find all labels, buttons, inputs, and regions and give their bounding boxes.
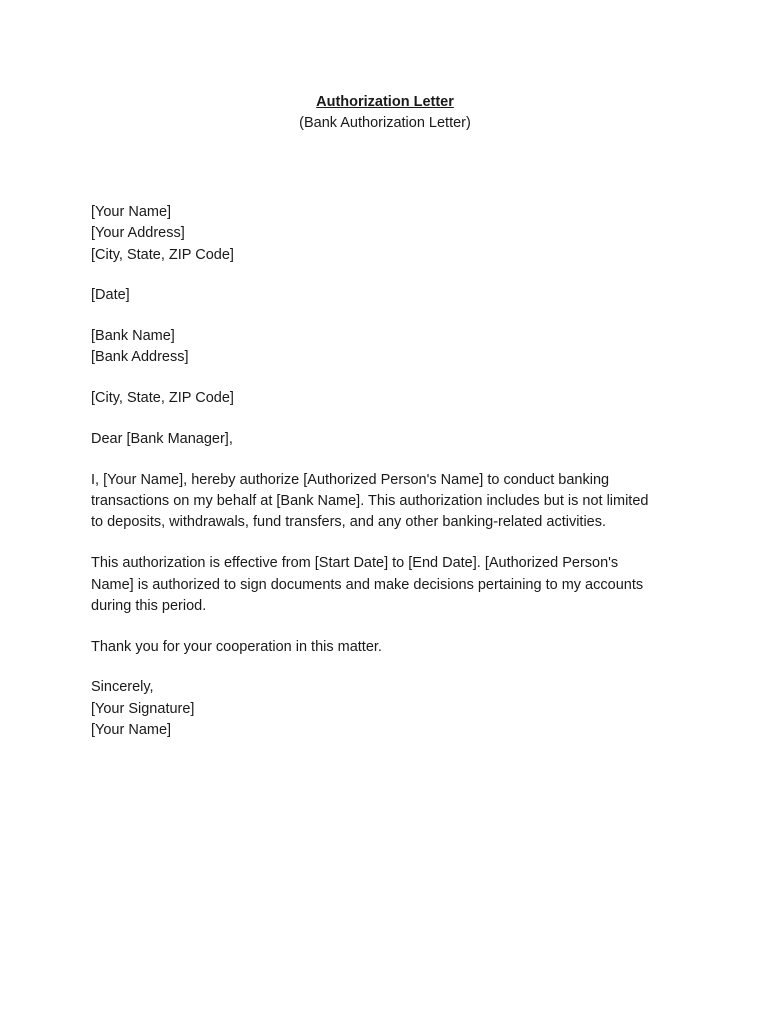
paragraph-line: transactions on my behalf at [Bank Name]. This authorization includes but is not limited <box>91 493 649 510</box>
sender-name: [Your Name] <box>91 204 172 220</box>
sender-city-state-zip: [City, State, ZIP Code] <box>91 246 234 263</box>
salutation-block <box>91 429 691 450</box>
paragraph-line: during this period. <box>91 597 207 614</box>
paragraph-line: This authorization is effective from [Start Date] to [End Date]. [Authorized Person's <box>91 555 619 572</box>
recipient-city-state-zip: [City, State, ZIP Code] <box>91 390 234 407</box>
document-subtitle: (Bank Authorization Letter) <box>299 115 471 131</box>
paragraph-authorization <box>91 470 691 534</box>
signature-placeholder: [Your Signature] <box>91 700 195 717</box>
salutation: Dear [Bank Manager], <box>91 431 233 448</box>
recipient-block <box>91 326 691 369</box>
paragraph-line: to deposits, withdrawals, fund transfers, and any other banking-related activities. <box>91 514 607 531</box>
paragraph-thanks <box>91 637 691 658</box>
sender-block <box>91 202 691 266</box>
closing-block <box>91 677 691 741</box>
letter-date: [Date] <box>91 287 130 304</box>
sign-off: Sincerely, <box>91 679 154 696</box>
date-block <box>91 285 691 306</box>
paragraph-effective-period <box>91 553 691 617</box>
recipient-bank-address: [Bank Address] <box>91 349 189 366</box>
closing-name: [Your Name] <box>91 722 172 739</box>
sender-address: [Your Address] <box>91 225 185 242</box>
recipient-city-block <box>91 388 691 409</box>
letter-body <box>91 202 691 741</box>
thanks-line: Thank you for your cooperation in this matter. <box>91 638 382 655</box>
document-title: Authorization Letter <box>316 94 454 110</box>
recipient-bank-name: [Bank Name] <box>91 328 175 345</box>
paragraph-line: Name] is authorized to sign documents and make decisions pertaining to my accounts <box>91 576 644 593</box>
paragraph-line: I, [Your Name], hereby authorize [Authorized Person's Name] to conduct banking <box>91 471 610 488</box>
